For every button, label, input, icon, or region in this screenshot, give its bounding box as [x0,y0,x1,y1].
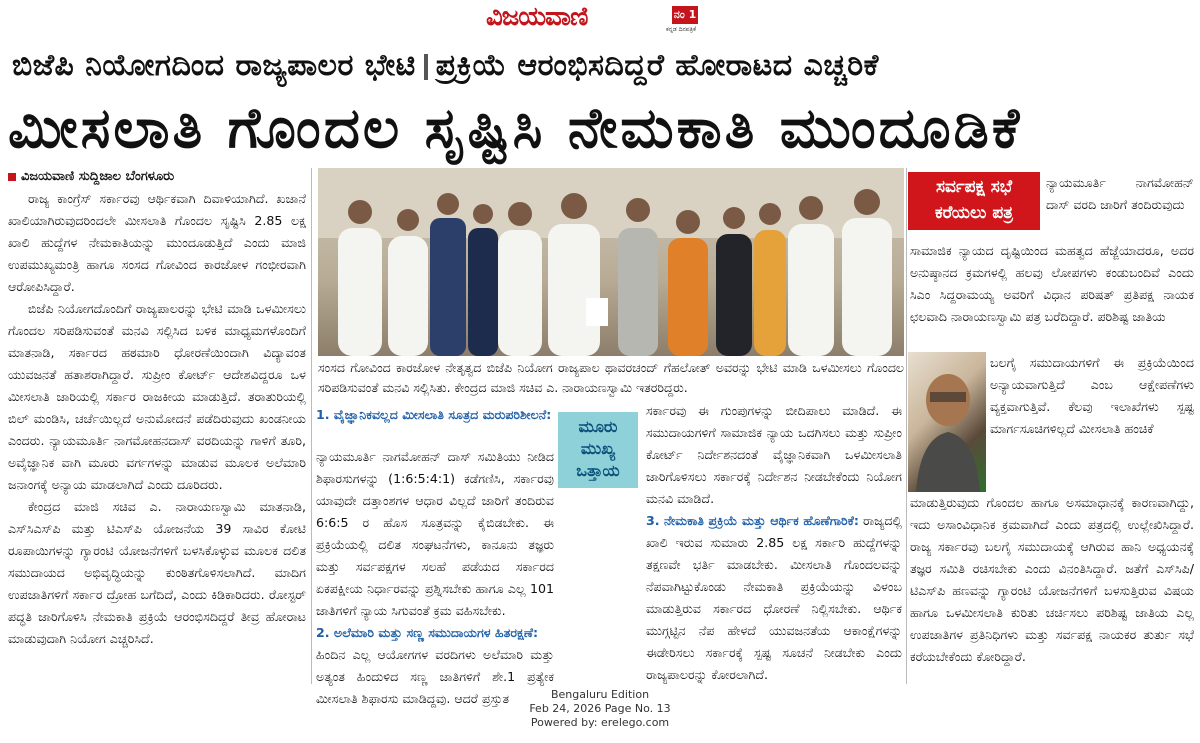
delegation-photo [318,168,904,356]
story-paragraph-3: ಕೇಂದ್ರದ ಮಾಜಿ ಸಚಿವ ಎ. ನಾರಾಯಣಸ್ವಾಮಿ ಮಾತನಾಡಿ, ಎಸ್‌ಸಿಎಸ್‌ಪಿ ಮತ್ತು ಟಿಎಸ್‌ಪಿ ಯೋಜನೆಯ 39 ಸಾವಿರ ಕೋಟಿ ರೂಪಾಯಿಗಳನ್ನು ಗ್ಯಾರಂಟಿ ಯೋಜನೆಗಳಿಗೆ ಬಳಸಿಕೊಳ್ಳುವ ಮೂಲಕ ದಲಿತ ಸಮುದಾಯದ ಅಭಿವೃದ್ಧಿಯನ್ನು ಕುಂಠಿತಗೊಳಿಸಲಾಗಿದೆ. ಮಾದಿಗ ಉಪಜಾತಿಗಳಿಗೆ ಸರ್ಕಾರ ದ್ರೋಹ ಬಗೆದಿದೆ, ಎಂದು ಕಿಡಿಕಾರಿದರು. ರೋಸ್ಟರ್ ಪದ್ಧತಿ ಜಾರಿಗೊಳಿಸಿ ನೇಮಕಾತಿ ಪ್ರಕ್ರಿಯೆ ಆರಂಭಿಸದಿದ್ದರೆ ತೀವ್ರ ಹೋರಾಟ ಮಾಡುವುದಾಗಿ ನಿಯೋಗ ಎಚ್ಚರಿಸಿದೆ. [8,499,306,646]
masthead [0,0,1200,38]
dateline: ವಿಜಯವಾಣಿ ಸುದ್ದಿಜಾಲ ಬೆಂಗಳೂರು [8,166,306,188]
edition-label: Bengaluru Edition [550,688,650,701]
kicker-line [0,42,1200,94]
demand-3-heading: 3. ನೇಮಕಾತಿ ಪ್ರಕ್ರಿಯೆ ಮತ್ತು ಆರ್ಥಿಕ ಹೊಣೆಗಾರಿಕೆ: [646,513,859,528]
box-title-line-2: ಕರೆಯಲು ಪತ್ರ [935,203,1013,223]
box-title-line-1: ಸರ್ವಪಕ್ಷ ಸಭೆ [935,177,1013,197]
demand-2-heading: 2. ಅಲೆಮಾರಿ ಮತ್ತು ಸಣ್ಣ ಸಮುದಾಯಗಳ ಹಿತರಕ್ಷಣೆ: [316,625,539,640]
leader-portrait [908,352,986,492]
sidebar-paragraph-3: ಮಾಡುತ್ತಿರುವುದು ಗೊಂದಲ ಹಾಗೂ ಅಸಮಾಧಾನಕ್ಕೆ ಕಾರಣವಾಗಿದ್ದು, ಇದು ಅಸಾಂವಿಧಾನಿಕ ಕ್ರಮವಾಗಿದೆ ಎಂದು ಪತ್ರದಲ್ಲಿ ಉಲ್ಲೇಖಿಸಿದ್ದಾರೆ. ರಾಜ್ಯ ಸರ್ಕಾರವು ಬಲಗೈ ಸಮುದಾಯಕ್ಕೆ ಆಗಿರುವ ಹಾನಿ ಅಧ್ಯಯನಕ್ಕೆ ತಜ್ಞರ ಸಮಿತಿ ರಚಿಸಬೇಕು ಎಂದು ವಿನಂತಿಸಿದ್ದಾರೆ. ಜತೆಗೆ ಎಸ್‌ಸಿಪಿ/ಟಿಎಸ್‌ಪಿ ಹಣವನ್ನು ಗ್ಯಾರಂಟಿ ಯೋಜನೆಗಳಿಗೆ ಬಳಸುತ್ತಿರುವ ವಿಷಯ ಹಾಗೂ ಒಳಮೀಸಲಾತಿ ಕುರಿತು ಚರ್ಚಿಸಲು ಪರಿಶಿಷ್ಟ ಜಾತಿಯ ಎಲ್ಲ ಉಪಜಾತಿಗಳ ಪ್ರತಿನಿಧಿಗಳು ಮತ್ತು ಸರ್ವಪಕ್ಷ ನಾಯಕರ ತುರ್ತು ಸಭೆ ಕರೆಯಬೇಕೆಂದು ಕೋರಿದ್ದಾರೆ. [910,495,1194,664]
sidebar-paragraph-2: ಬಲಗೈ ಸಮುದಾಯಗಳಿಗೆ ಈ ಪ್ರಕ್ರಿಯೆಯಿಂದ ಅನ್ಯಾಯವಾಗುತ್ತಿದೆ ಎಂಬ ಆಕ್ಷೇಪಣೆಗಳು ವ್ಯಕ್ತವಾಗುತ್ತಿವೆ. ಕೆಲವು ಇಲಾಖೆಗಳು ಸ್ಪಷ್ಟ ಮಾರ್ಗಸೂಚಿಗಳಿಲ್ಲದೆ ಮೀಸಲಾತಿ ಹಂಚಿಕೆ [990,355,1194,436]
three-box-line-3: ಒತ್ತಾಯ [576,461,620,480]
sidebar-paragraph-1: ಸಾಮಾಜಿಕ ನ್ಯಾಯದ ದೃಷ್ಟಿಯಿಂದ ಮಹತ್ವದ ಹೆಜ್ಜೆಯಾದರೂ, ಅದರ ಅನುಷ್ಠಾನದ ಕ್ರಮಗಳಲ್ಲಿ ಹಲವು ಲೋಪಗಳು ಕಂಡುಬಂದಿವೆ ಎಂದು ಸಿಎಂ ಸಿದ್ದರಾಮಯ್ಯ ಅವರಿಗೆ ವಿಧಾನ ಪರಿಷತ್ ಪ್ರತಿಪಕ್ಷ ನಾಯಕ ಛಲವಾದಿ ನಾರಾಯಣಸ್ವಾಮಿ ಪತ್ರ ಬರೆದಿದ್ದಾರೆ. ಪರಿಶಿಷ್ಟ ಜಾತಿಯ [910,243,1194,324]
three-demands-box [558,412,638,488]
powered-by-link[interactable]: Powered by: erelego.com [530,716,670,729]
kicker-left: ಬಿಜೆಪಿ ನಿಯೋಗದಿಂದ ರಾಜ್ಯಪಾಲರ ಭೇಟಿ [12,48,416,83]
column-main-story [8,166,306,686]
three-box-line-1: ಮೂರು [578,417,618,436]
photo-caption: ಸಂಸದ ಗೋವಿಂದ ಕಾರಜೋಳ ನೇತೃತ್ವದ ಬಿಜೆಪಿ ನಿಯೋಗ ರಾಜ್ಯಪಾಲ ಥಾವರಚಂದ್ ಗೆಹಲೋತ್ ಅವರನ್ನು ಭೇಟಿ ಮಾಡಿ ಒಳಮೀಸಲು ಗೊಂದಲ ಸರಿಪಡಿಸುವಂತೆ ಮನವಿ ಸಲ್ಲಿಸಿತು. ಕೇಂದ್ರದ ಮಾಜಿ ಸಚಿವ ಎ. ನಾರಾಯಣಸ್ವಾಮಿ ಇತರರಿದ್ದರು. [318,360,904,395]
newspaper-logo: ವಿಜಯವಾಣಿ [486,2,588,32]
three-box-line-2: ಮುಖ್ಯ [580,439,616,458]
photo-illustration [318,168,904,356]
demand-1-heading: 1. ವೈಜ್ಞಾನಿಕವಲ್ಲದ ಮೀಸಲಾತಿ ಸೂತ್ರದ ಮರುಪರಿಶೀಲನೆ: [316,407,552,422]
column-demand-3 [646,400,902,690]
story-paragraph-2: ಬಿಜೆಪಿ ನಿಯೋಗದೊಂದಿಗೆ ರಾಜ್ಯಪಾಲರನ್ನು ಭೇಟಿ ಮಾಡಿ ಒಳಮೀಸಲು ಗೊಂದಲ ಸರಿಪಡಿಸುವಂತೆ ಮನವಿ ಸಲ್ಲಿಸಿದ ಬಳಿಕ ಮಾಧ್ಯಮಗಳೊಂದಿಗೆ ಮಾತನಾಡಿ, ಸರ್ಕಾರದ ಹಠಮಾರಿ ಧೋರಣೆಯಿಂದಾಗಿ ವಿದ್ಯಾವಂತ ಯುವಜನತೆ ಹತಾಶರಾಗಿದ್ದಾರೆ. ಸುಪ್ರೀಂ ಕೋರ್ಟ್ ಆದೇಶವಿದ್ದರೂ ಒಳ ಮೀಸಲಾತಿ ಜಾರಿಯಲ್ಲಿ ಸರ್ಕಾರ ರಾಜಕೀಯ ಮಾಡುತ್ತಿದೆ. ತರಾತುರಿಯಲ್ಲಿ ಬಿಲ್ ಮಂಡಿಸಿ, ಚರ್ಚೆಯಿಲ್ಲದೆ ಅನುಮೋದನೆ ಪಡೆದಿರುವುದು ಖಂಡನೀಯ ಎಂದರು. ನ್ಯಾಯಮೂರ್ತಿ ನಾಗಮೋಹನದಾಸ್ ವರದಿಯನ್ನು ಗಾಳಿಗೆ ತೂರಿ, ಅವೈಜ್ಞಾನಿಕ ವಾಗಿ ಮೂರು ವರ್ಗಗಳನ್ನು ಮಾಡುವ ಮೂಲಕ ಅಲೆಮಾರಿ ಜನಾಂಗಕ್ಕೆ ಅನ್ಯಾಯ ಮಾಡಲಾಗಿದೆ ಎಂದು ದೂರಿದರು. [8,301,306,492]
column-divider [311,168,312,684]
headline-text: ಮೀಸಲಾತಿ ಗೊಂದಲ ಸೃಷ್ಟಿಸಿ ನೇಮಕಾತಿ ಮುಂದೂಡಿಕೆ [8,96,1023,161]
sidebar-box-title [908,172,1040,230]
number-one-badge: ನಂ 1 [672,6,698,24]
badge-tagline: ಕನ್ನಡ ದಿನಪತ್ರಿಕೆ [666,26,697,33]
demand-2-continued: ಸರ್ಕಾರವು ಈ ಗುಂಪುಗಳನ್ನು ಬೀದಿಪಾಲು ಮಾಡಿದೆ. ಈ ಸಮುದಾಯಗಳಿಗೆ ಸಾಮಾಜಿಕ ನ್ಯಾಯ ಒದಗಿಸಲು ಮತ್ತು ಸುಪ್ರೀಂ ಕೋರ್ಟ್ ನಿರ್ದೇಶನದಂತೆ ವೈಜ್ಞಾನಿಕವಾಗಿ ಒಳಮೀಸಲಾತಿ ಜಾರಿಗೊಳಿಸಲು ಸರ್ಕಾರಕ್ಕೆ ನಿರ್ದೇಶನ ನೀಡಬೇಕೆಂದು ನಿಯೋಗ ಮನವಿ ಮಾಡಿದೆ. [646,403,902,506]
date-page-label: Feb 24, 2026 Page No. 13 [529,702,671,715]
kicker-right: ಪ್ರಕ್ರಿಯೆ ಆರಂಭಿಸದಿದ್ದರೆ ಹೋರಾಟದ ಎಚ್ಚರಿಕೆ [435,48,879,83]
portrait-illustration [908,352,986,492]
headline [0,96,1200,166]
demand-3-text: ರಾಜ್ಯದಲ್ಲಿ ಖಾಲಿ ಇರುವ ಸುಮಾರು 2.85 ಲಕ್ಷ ಸರ್ಕಾರಿ ಹುದ್ದೆಗಳನ್ನು ತಕ್ಷಣವೇ ಭರ್ತಿ ಮಾಡಬೇಕು. ಮೀಸಲಾತಿ ಗೊಂದಲವನ್ನು ನೆಪವಾಗಿಟ್ಟುಕೊಂಡು ನೇಮಕಾತಿ ಪ್ರಕ್ರಿಯೆಯನ್ನು ವಿಳಂಬ ಮಾಡುತ್ತಿರುವ ಸರ್ಕಾರದ ಧೋರಣೆ ನಿಲ್ಲಿಸಬೇಕು. ಆರ್ಥಿಕ ಮುಗ್ಗಟ್ಟಿನ ನೆಪ ಹೇಳದೆ ಯುವಜನತೆಯ ಆಕಾಂಕ್ಷೆಗಳನ್ನು ಈಡೇರಿಸಲು ಸರ್ಕಾರಕ್ಕೆ ಸ್ಪಷ್ಟ ಸೂಚನೆ ನೀಡಬೇಕು ಎಂದು ರಾಜ್ಯಪಾಲರನ್ನು ಕೋರಲಾಗಿದೆ. [646,513,902,682]
page-footer [0,688,1200,730]
story-paragraph-1: ರಾಜ್ಯ ಕಾಂಗ್ರೆಸ್ ಸರ್ಕಾರವು ಆರ್ಥಿಕವಾಗಿ ದಿವಾಳಿಯಾಗಿದೆ. ಖಜಾನೆ ಖಾಲಿಯಾಗಿರುವುದರಿಂದಲೇ ಮೀಸಲಾತಿ ಗೊಂದಲ ಸೃಷ್ಟಿಸಿ 2.85 ಲಕ್ಷ ಖಾಲಿ ಹುದ್ದೆಗಳ ನೇಮಕಾತಿಯನ್ನು ಮುಂದೂಡುತ್ತಿದೆ ಎಂದು ಮಾಜಿ ಉಪಮುಖ್ಯಮಂತ್ರಿ ಹಾಗೂ ಸಂಸದ ಗೋವಿಂದ ಕಾರಜೋಳ ಗಂಭೀರವಾಗಿ ಆರೋಪಿಸಿದ್ದಾರೆ. [8,191,306,294]
column-divider-right [906,168,907,684]
demand-1-text: ನ್ಯಾಯಮೂರ್ತಿ ನಾಗಮೋಹನ್ ದಾಸ್ ಸಮಿತಿಯು ನೀಡಿದ ಶಿಫಾರಸುಗಳನ್ನು (1:6:5:4:1) ಕಡೆಗಣಿಸಿ, ಸರ್ಕಾರವು ಯಾವುದೇ ದತ್ತಾಂಶಗಳ ಆಧಾರ ವಿಲ್ಲದೆ ಜಾರಿಗೆ ತಂದಿರುವ 6:6:5 ರ ಹೊಸ ಸೂತ್ರವನ್ನು ಕೈಬಿಡಬೇಕು. ಈ ಪ್ರಕ್ರಿಯೆಯಲ್ಲಿ ದಲಿತ ಸಂಘಟನೆಗಳು, ಕಾನೂನು ತಜ್ಞರು ಮತ್ತು ಸರ್ವಪಕ್ಷಗಳ ಸಲಹೆ ಪಡೆಯದ ಸರ್ಕಾರದ ಏಕಪಕ್ಷೀಯ ನಿರ್ಧಾರವನ್ನು ಪ್ರಶ್ನಿಸಬೇಕು ಹಾಗೂ ಎಲ್ಲ 101 ಜಾತಿಗಳಿಗೆ ನ್ಯಾಯ ಸಿಗುವಂತೆ ಕ್ರಮ ವಹಿಸಬೇಕು. [316,449,554,618]
sidebar-intro: ನ್ಯಾಯಮೂರ್ತಿ ನಾಗಮೋಹನ್ ದಾಸ್ ವರದಿ ಜಾರಿಗೆ ತಂದಿರುವುದು [1046,175,1194,212]
column-demands-1-2 [316,446,554,706]
kicker-divider [424,54,428,80]
demand-2-text: ಹಿಂದಿನ ಎಲ್ಲ ಆಯೋಗಗಳ ವರದಿಗಳು ಅಲೆಮಾರಿ ಮತ್ತು ಅತ್ಯಂತ ಹಿಂದುಳಿದ ಸಣ್ಣ ಜಾತಿಗಳಿಗೆ ಶೇ.1 ಪ್ರತ್ಯೇಕ ಮೀಸಲಾತಿ ಶಿಫಾರಸು ಮಾಡಿದ್ದವು. ಆದರೆ ಪ್ರಸ್ತುತ [316,647,554,706]
